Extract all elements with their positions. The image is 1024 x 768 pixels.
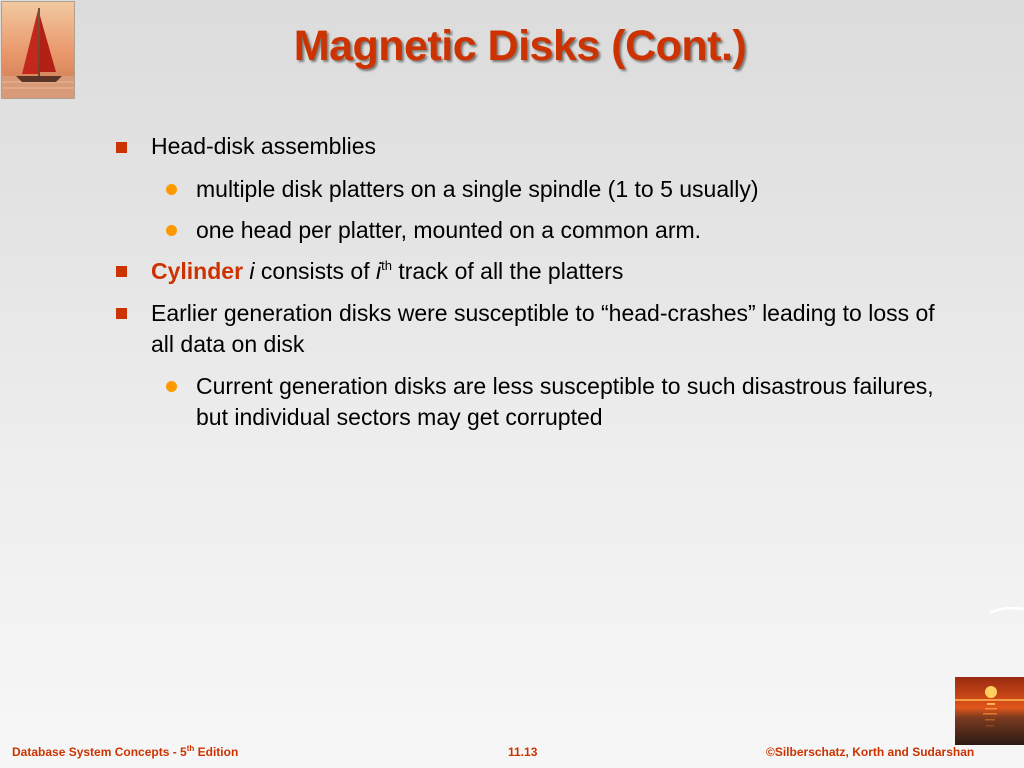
footer-book-title bbox=[12, 745, 238, 765]
variable-i: i bbox=[249, 258, 255, 284]
square-bullet-icon bbox=[116, 142, 127, 153]
decorative-swoosh-icon bbox=[990, 604, 1024, 616]
ordinal-suffix: th bbox=[381, 258, 392, 273]
circle-bullet-icon bbox=[166, 225, 177, 236]
footer-edition-text: Edition bbox=[194, 745, 239, 759]
cylinder-term: Cylinder bbox=[151, 258, 244, 284]
variable-i-ordinal: i bbox=[375, 258, 382, 284]
sub-bullet-current-generation: Current generation disks are less susceptible to such disastrous failures, but individual sectors may get corrupted bbox=[196, 373, 934, 430]
footer-edition-suffix: th bbox=[186, 744, 195, 753]
square-bullet-icon bbox=[116, 266, 127, 277]
bullet-head-crashes: Earlier generation disks were susceptible to “head-crashes” leading to loss of all data on disk bbox=[151, 300, 935, 357]
sub-bullet-head-per-platter: one head per platter, mounted on a common arm. bbox=[196, 217, 702, 243]
sailboat-logo-image bbox=[1, 1, 75, 99]
circle-bullet-icon bbox=[166, 184, 177, 195]
bullet-head-disk-assemblies: Head-disk assemblies bbox=[151, 133, 376, 159]
footer-copyright: ©Silberschatz, Korth and Sudarshan bbox=[766, 745, 975, 759]
sunset-logo-image bbox=[955, 677, 1024, 745]
square-bullet-icon bbox=[116, 308, 127, 319]
cylinder-mid-text: consists of bbox=[254, 258, 376, 284]
cylinder-tail-text: track of all the platters bbox=[391, 258, 624, 284]
bullet-cylinder bbox=[151, 256, 961, 287]
footer-book-title-text: Database System Concepts - 5 bbox=[12, 745, 187, 759]
footer-page-number: 11.13 bbox=[508, 745, 538, 759]
sub-bullet-platters: multiple disk platters on a single spindle (1 to 5 usually) bbox=[196, 176, 759, 202]
circle-bullet-icon bbox=[166, 381, 177, 392]
slide-title: Magnetic Disks (Cont.) bbox=[293, 22, 747, 70]
